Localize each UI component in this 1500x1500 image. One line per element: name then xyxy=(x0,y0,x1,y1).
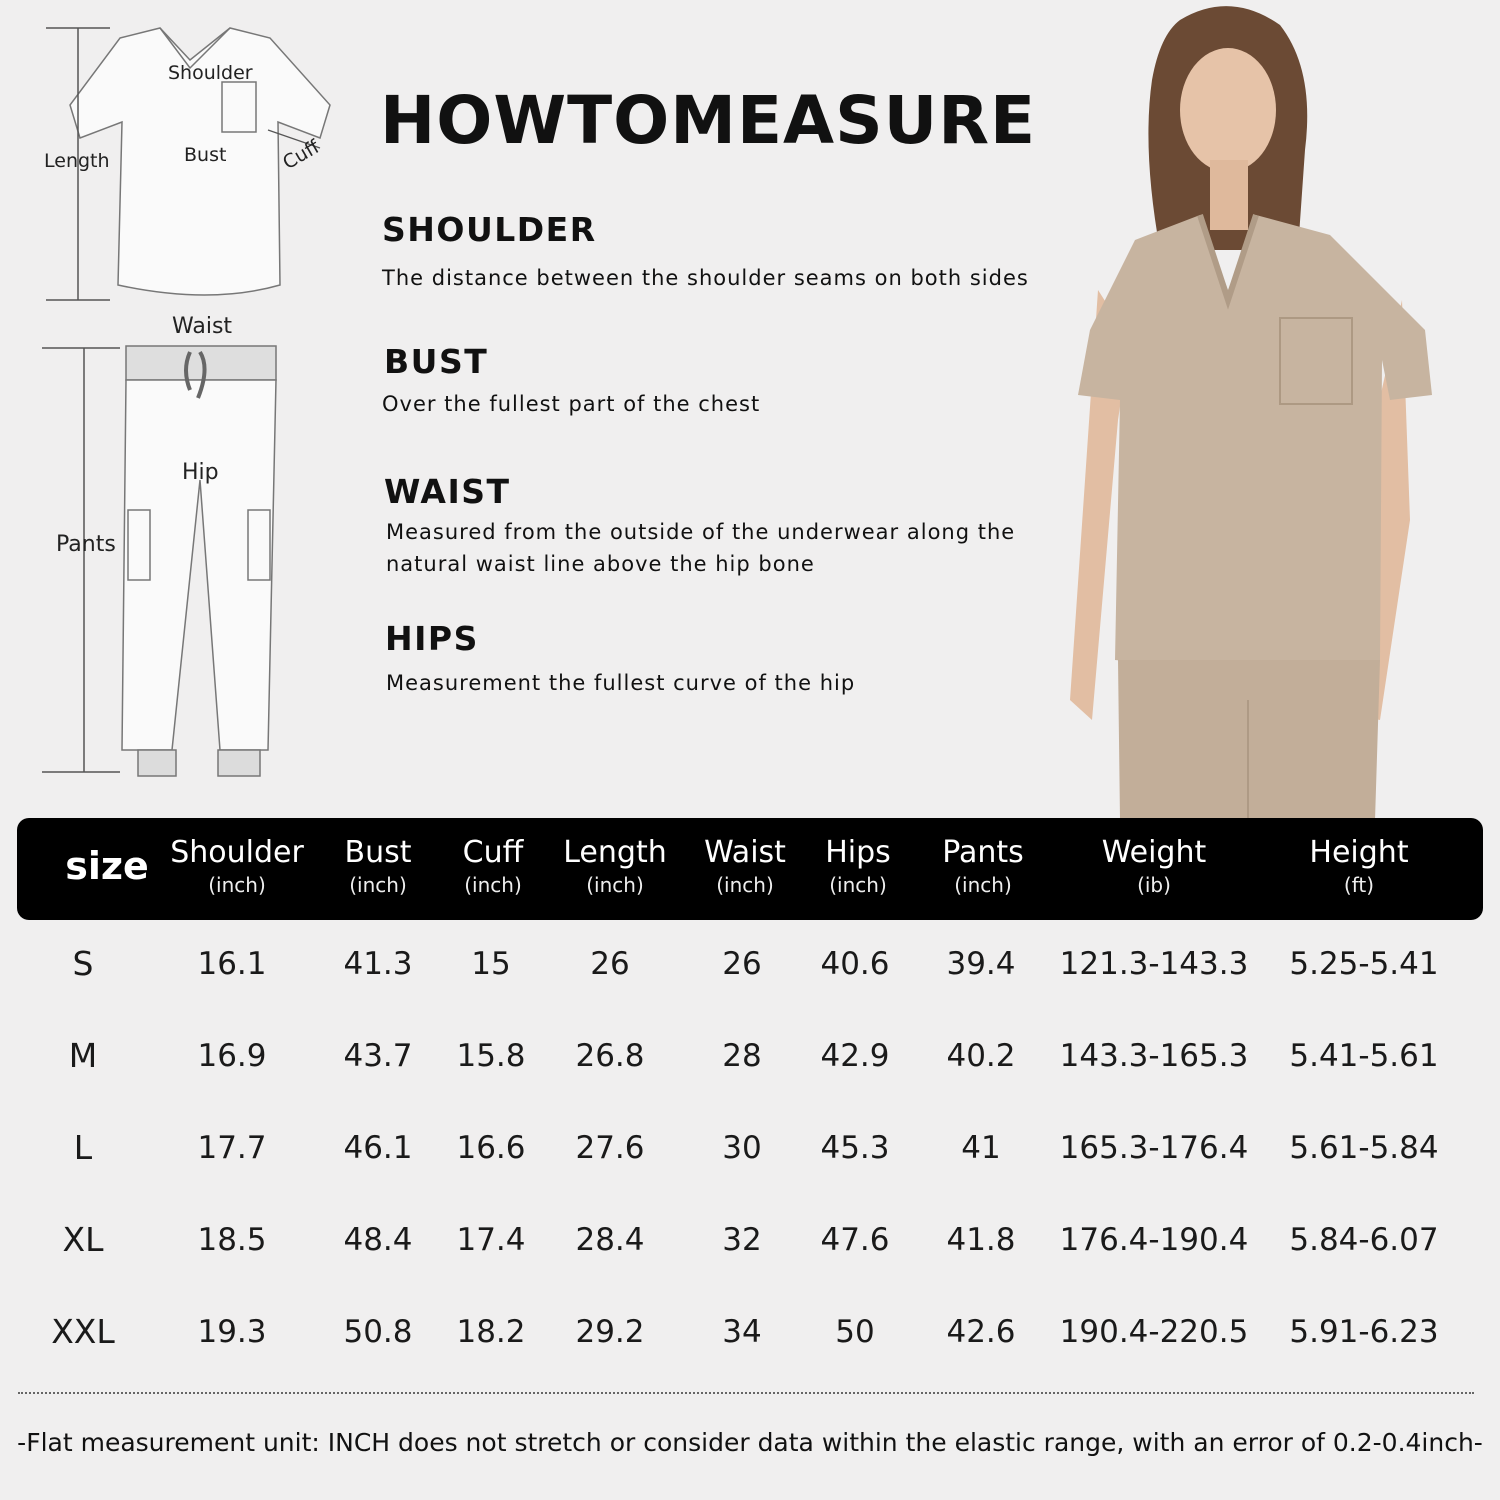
cell-hips: 50 xyxy=(835,1314,875,1350)
cell-bust: 46.1 xyxy=(343,1130,413,1166)
dotted-divider xyxy=(18,1392,1474,1394)
cell-hips: 40.6 xyxy=(820,946,890,982)
cell-height: 5.61-5.84 xyxy=(1289,1130,1439,1166)
section-title-bust: BUST xyxy=(384,342,489,381)
header-unit: (inch) xyxy=(208,873,266,897)
length-label: Length xyxy=(44,150,110,172)
page-title: HOWTOMEASURE xyxy=(380,82,1037,159)
header-unit: (inch) xyxy=(464,873,522,897)
cell-length: 26 xyxy=(590,946,630,982)
header-unit: (inch) xyxy=(586,873,644,897)
cell-hips: 45.3 xyxy=(820,1130,890,1166)
cell-shoulder: 16.1 xyxy=(197,946,267,982)
cell-cuff: 15 xyxy=(471,946,511,982)
model-photo xyxy=(1030,0,1470,820)
header-unit: (inch) xyxy=(829,873,887,897)
measurement-footnote: -Flat measurement unit: INCH does not stretch or consider data within the elastic range, with an error of 0.2-0.4inch- xyxy=(17,1428,1483,1457)
header-name: Length xyxy=(563,835,667,870)
scrub-pants-diagram xyxy=(30,310,330,790)
header-bust xyxy=(322,818,434,920)
header-name: Hips xyxy=(825,835,891,870)
waist-label: Waist xyxy=(172,314,233,339)
section-desc-waist-line1: Measured from the outside of the underwear along the xyxy=(386,520,1016,544)
pants-label: Pants xyxy=(56,532,116,557)
cell-length: 26.8 xyxy=(575,1038,645,1074)
cell-shoulder: 17.7 xyxy=(197,1130,267,1166)
header-name: Waist xyxy=(704,835,786,870)
table-row xyxy=(17,1102,1483,1194)
cuff-label: Cuff xyxy=(279,135,324,175)
cell-waist: 34 xyxy=(722,1314,762,1350)
cell-shoulder: 18.5 xyxy=(197,1222,267,1258)
header-name: Pants xyxy=(942,835,1024,870)
table-row xyxy=(17,1194,1483,1286)
hip-label: Hip xyxy=(182,460,219,485)
cell-waist: 30 xyxy=(722,1130,762,1166)
shoulder-label: Shoulder xyxy=(168,62,253,84)
cell-pants: 42.6 xyxy=(946,1314,1016,1350)
row-size: XXL xyxy=(51,1312,115,1351)
cell-waist: 32 xyxy=(722,1222,762,1258)
row-size: S xyxy=(72,944,94,983)
row-size: XL xyxy=(62,1220,104,1259)
section-title-shoulder: SHOULDER xyxy=(382,210,597,249)
header-pants xyxy=(927,818,1039,920)
cell-cuff: 15.8 xyxy=(456,1038,526,1074)
cell-length: 27.6 xyxy=(575,1130,645,1166)
cell-waist: 26 xyxy=(722,946,762,982)
header-name: Height xyxy=(1309,835,1409,870)
cell-cuff: 18.2 xyxy=(456,1314,526,1350)
cell-weight: 176.4-190.4 xyxy=(1059,1222,1249,1258)
size-table-header xyxy=(17,818,1483,920)
header-name: Cuff xyxy=(462,835,524,870)
header-unit: (inch) xyxy=(954,873,1012,897)
cell-hips: 42.9 xyxy=(820,1038,890,1074)
cell-bust: 43.7 xyxy=(343,1038,413,1074)
cell-weight: 165.3-176.4 xyxy=(1059,1130,1249,1166)
cell-weight: 143.3-165.3 xyxy=(1059,1038,1249,1074)
cell-hips: 47.6 xyxy=(820,1222,890,1258)
cell-pants: 39.4 xyxy=(946,946,1016,982)
cell-bust: 48.4 xyxy=(343,1222,413,1258)
cell-pants: 41.8 xyxy=(946,1222,1016,1258)
cell-height: 5.25-5.41 xyxy=(1289,946,1439,982)
cell-bust: 50.8 xyxy=(343,1314,413,1350)
header-size xyxy=(47,818,167,920)
row-size: M xyxy=(68,1036,98,1075)
cell-shoulder: 16.9 xyxy=(197,1038,267,1074)
table-row xyxy=(17,1010,1483,1102)
header-waist xyxy=(689,818,801,920)
header-unit: (ib) xyxy=(1137,873,1171,897)
header-unit: (inch) xyxy=(716,873,774,897)
header-name: Shoulder xyxy=(170,835,304,870)
row-size: L xyxy=(73,1128,93,1167)
header-cuff xyxy=(437,818,549,920)
section-title-hips: HIPS xyxy=(385,619,479,658)
cell-height: 5.91-6.23 xyxy=(1289,1314,1439,1350)
cell-length: 29.2 xyxy=(575,1314,645,1350)
cell-cuff: 16.6 xyxy=(456,1130,526,1166)
section-desc-hips: Measurement the fullest curve of the hip xyxy=(386,671,856,695)
cell-pants: 40.2 xyxy=(946,1038,1016,1074)
cell-weight: 190.4-220.5 xyxy=(1059,1314,1249,1350)
cell-weight: 121.3-143.3 xyxy=(1059,946,1249,982)
cell-waist: 28 xyxy=(722,1038,762,1074)
header-height xyxy=(1279,818,1439,920)
table-row xyxy=(17,1286,1483,1378)
header-name: Weight xyxy=(1101,835,1207,870)
cell-shoulder: 19.3 xyxy=(197,1314,267,1350)
header-weight xyxy=(1067,818,1241,920)
header-hips xyxy=(802,818,914,920)
bust-label: Bust xyxy=(184,144,227,166)
section-desc-waist-line2: natural waist line above the hip bone xyxy=(386,552,815,576)
header-unit: (ft) xyxy=(1343,873,1375,897)
header-name: Bust xyxy=(344,835,412,870)
header-shoulder xyxy=(167,818,307,920)
cell-height: 5.84-6.07 xyxy=(1289,1222,1439,1258)
section-desc-bust: Over the fullest part of the chest xyxy=(382,392,761,416)
cell-pants: 41 xyxy=(961,1130,1001,1166)
header-length xyxy=(552,818,678,920)
table-row xyxy=(17,918,1483,1010)
cell-length: 28.4 xyxy=(575,1222,645,1258)
model-in-scrubs-image xyxy=(1030,0,1470,820)
cell-height: 5.41-5.61 xyxy=(1289,1038,1439,1074)
cell-cuff: 17.4 xyxy=(456,1222,526,1258)
cell-bust: 41.3 xyxy=(343,946,413,982)
header-unit: (inch) xyxy=(349,873,407,897)
section-title-waist: WAIST xyxy=(384,472,511,511)
scrub-top-diagram xyxy=(30,20,350,310)
header-size-label: size xyxy=(65,844,149,888)
section-desc-shoulder: The distance between the shoulder seams on both sides xyxy=(382,266,1029,290)
